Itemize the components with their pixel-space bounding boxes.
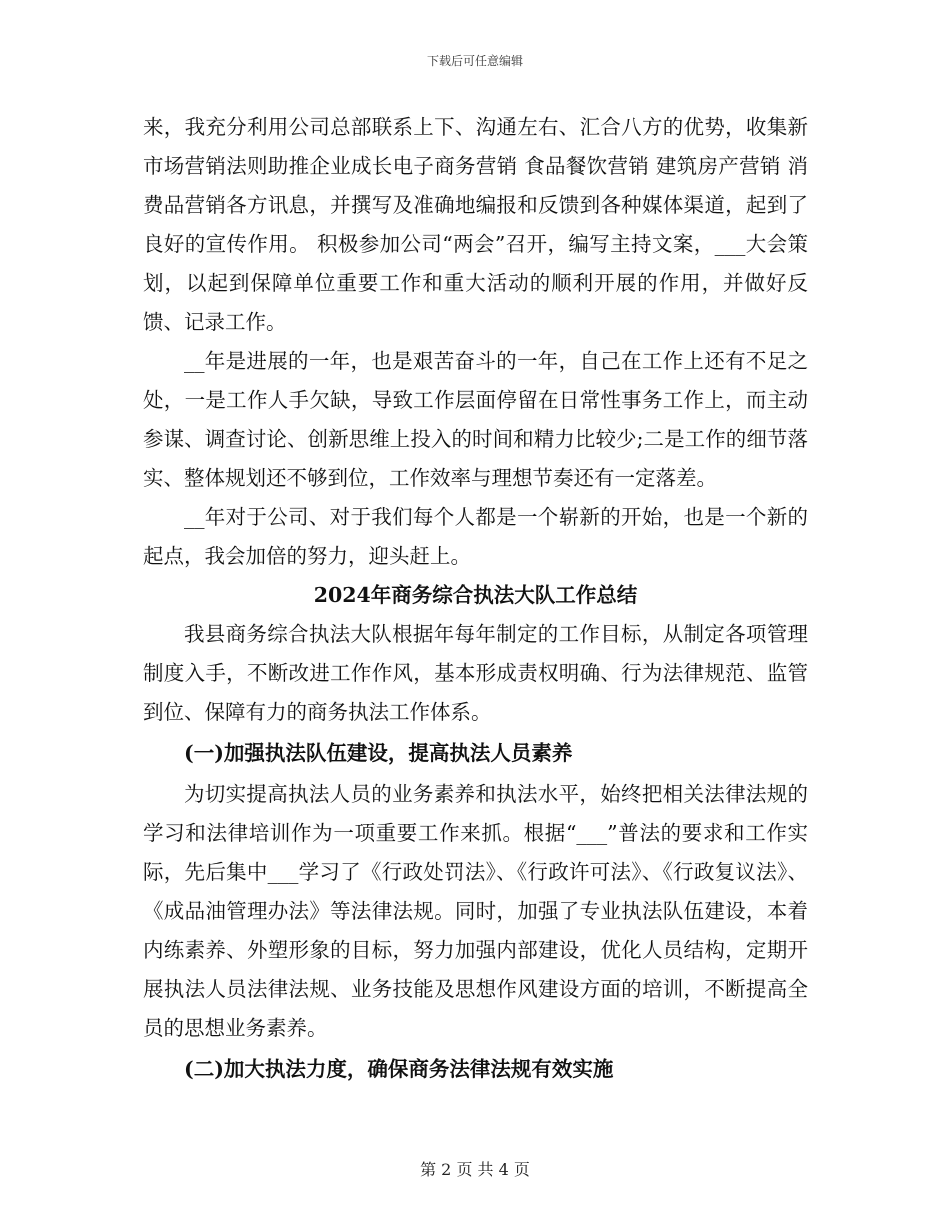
page-number-footer: 第 2 页 共 4 页 xyxy=(420,1160,530,1179)
page-header-note: 下载后可任意编辑 xyxy=(426,54,523,68)
section-title: 2024年商务综合执法大队工作总结 xyxy=(313,583,638,607)
paragraph-shortcomings: __年是进展的一年，也是艰苦奋斗的一年，自己在工作上还有不足之处，一是工作人手欠缺，导致工作层面停留在日常性事务工作上，而主动参谋、调查讨论、创新思维上投入的时间和精力比较少;二是工作的细节落实、整体规划还不够到位，工作效率与理想节奏还有一定落差。 xyxy=(143,349,808,490)
subheading-1: (一)加强执法队伍建设，提高执法人员素养 xyxy=(184,741,573,765)
paragraph-continuation: 来，我充分利用公司总部联系上下、沟通左右、汇合八方的优势，收集新市场营销法则助推企业成长电子商务营销 食品餐饮营销 建筑房产营销 消费品营销各方讯息，并撰写及准确地编报和反馈到各种媒体渠道，起到了良好的宣传作用。 积极参加公司“两会”召开，编写主持文案，___大会策划，以起到保障单位重要工作和重大活动的顺利开展的作用，并做好反馈、记录工作。 xyxy=(143,115,808,334)
document-body xyxy=(143,108,808,1091)
paragraph-intro: 我县商务综合执法大队根据年每年制定的工作目标，从制定各项管理制度入手，不断改进工作作风，基本形成责权明确、行为法律规范、监管到位、保障有力的商务执法工作体系。 xyxy=(143,622,808,724)
paragraph-new-start: __年对于公司、对于我们每个人都是一个崭新的开始，也是一个新的起点，我会加倍的努力，迎头赶上。 xyxy=(143,505,808,568)
paragraph-team-building: 为切实提高执法人员的业务素养和执法水平，始终把相关法律法规的学习和法律培训作为一项重要工作来抓。根据“___”普法的要求和工作实际，先后集中___学习了《行政处罚法》、《行政许可法》、《行政复议法》、《成品油管理办法》等法律法规。同时，加强了专业执法队伍建设，本着内练素养、外塑形象的目标，努力加强内部建设，优化人员结构，定期开展执法人员法律法规、业务技能及思想作风建设方面的培训，不断提高全员的思想业务素养。 xyxy=(143,782,808,1040)
subheading-2: (二)加大执法力度，确保商务法律法规有效实施 xyxy=(184,1057,614,1081)
